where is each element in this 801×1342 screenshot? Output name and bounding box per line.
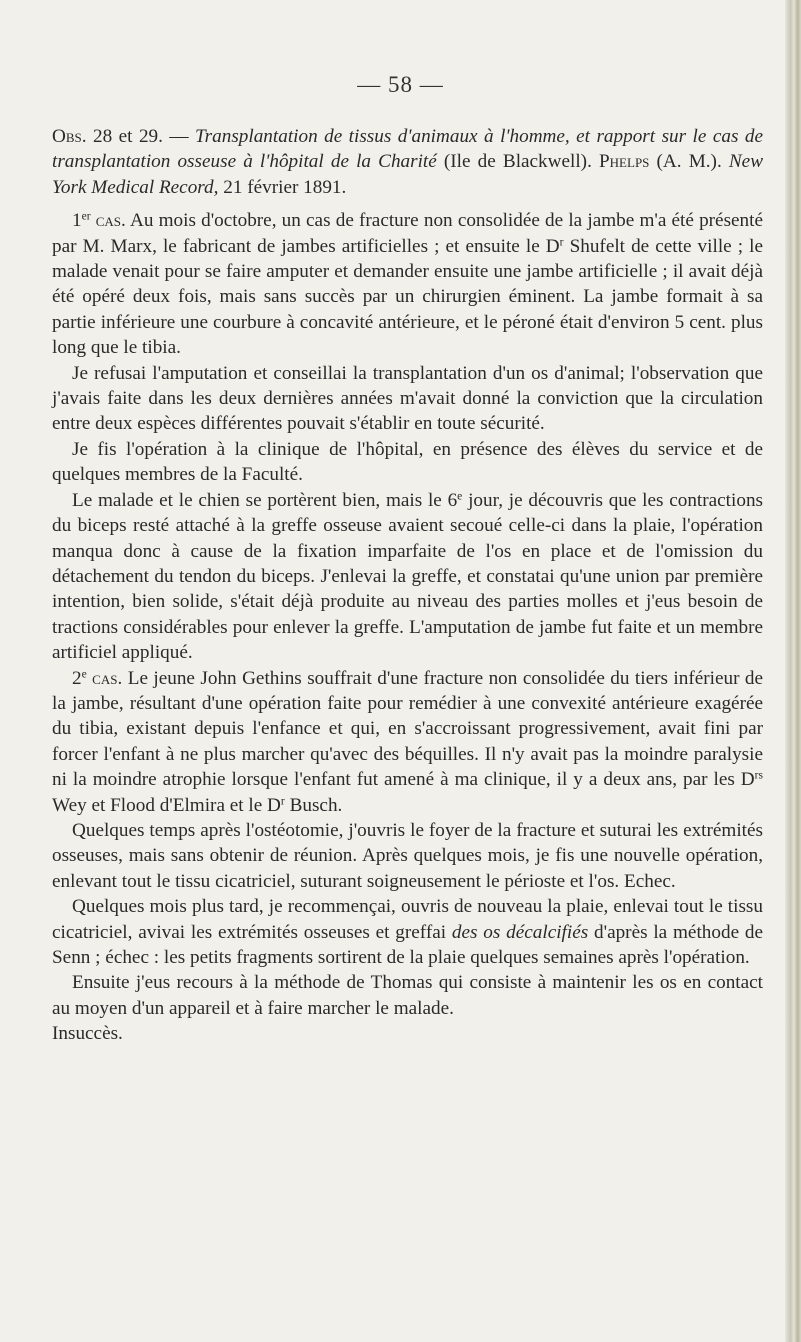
- case2-p1-sup2: r: [280, 795, 285, 808]
- case1-p4-a: Le malade et le chien se portèrent bien, mais le 6: [72, 489, 458, 511]
- case1-p4-b: jour, je découvris que les contractions du biceps resté attaché à la greffe osseuse avaient secoué celle-ci dans la plaie, l'opération manqua donc à cause de la fixation imparfaite de l'os en place et de l'omission du détachement du tendon du biceps. J'enlevai la greffe, et constatai qu'une union par première intention, bien solide, s'était déjà produite au niveau des parties molles et j'eus besoin de tractions considérables pour enlever la greffe. L'amputation de jambe fut faite et un membre artificiel appliqué.: [52, 489, 764, 664]
- obs-journal: New York Medical Record,: [52, 151, 763, 198]
- case2-paragraph-5: Insuccès.: [52, 1023, 123, 1045]
- case2-p1-b: Wey et Flood d'Elmira et le D: [52, 794, 281, 816]
- case2-label-word: cas.: [92, 667, 123, 689]
- case2-p1-c: Busch.: [289, 794, 343, 816]
- obs-author: Phelps: [599, 151, 650, 173]
- case2-paragraph-3: [52, 894, 763, 970]
- page-number: — 58 —: [357, 72, 444, 97]
- obs-prefix: Obs.: [52, 126, 87, 147]
- case2-p3-italic: des os décalcifiés: [451, 921, 589, 943]
- page-text: [52, 124, 763, 1047]
- obs-title: Transplantation de tissus d'animaux à l'homme, et rapport sur le cas de transplantation osseuse à l'hôpital de la Charité: [52, 126, 763, 173]
- case1-paragraph-3: Je fis l'opération à la clinique de l'hôpital, en présence des élèves du service et de quelques membres de la Faculté.: [52, 438, 763, 486]
- observation-heading: [52, 124, 763, 200]
- case1-label-sup: er: [81, 210, 91, 223]
- case2-p3-b: d'après la méthode de Senn ; échec : les petits fragments sortirent de la plaie quelques semaines après l'opération.: [52, 921, 763, 968]
- case1-label-number: 1: [72, 210, 82, 232]
- case1-paragraph-1: [52, 208, 763, 360]
- case2-label-sup: e: [81, 668, 87, 681]
- case1-p1-sup: r: [559, 236, 564, 249]
- case2-paragraph-2: Quelques temps après l'ostéotomie, j'ouvris le foyer de la fracture et suturai les extrémités osseuses, mais sans obtenir de réunion. Après quelques mois, je fis une nouvelle opération, enlevant tout le tissu cicatriciel, suturant soigneusement le périoste et l'os. Echec.: [52, 819, 763, 892]
- case2-label-number: 2: [72, 667, 82, 689]
- case2-p1-sup1: rs: [754, 769, 763, 782]
- page-edge-shadow: [785, 0, 801, 1342]
- obs-author-initials: (A. M.).: [656, 151, 722, 173]
- case1-p4-sup: e: [457, 490, 463, 503]
- case1-paragraph-4: [52, 488, 763, 666]
- case2-p1-a: Le jeune John Gethins souffrait d'une fracture non consolidée du tiers inférieur de la jambe, résultant d'une opération faite pour remédier à une convexité antérieure exagérée du tibia, existant depuis l'enfance et qui, en s'accroissant progressivement, avait fini par forcer l'enfant à ne plus marcher qu'avec des béquilles. Il n'y avait pas la moindre paralysie ni la moindre atrophie lorsque l'enfant fut amené à ma clinique, il y a deux ans, par les D: [52, 667, 764, 791]
- case1-p1-b: Shufelt de cette ville ; le malade venait pour se faire amputer et demander ensuite une jambe artificielle ; il avait déjà été opéré deux fois, mais sans succès par un chirurgien éminent. La jambe formait à sa partie inférieure une courbure à concavité antérieure, et le péroné était d'environ 5 cent. plus long que le tibia.: [52, 235, 763, 359]
- obs-date: 21 février 1891.: [223, 176, 347, 198]
- case2-p3-a: Quelques mois plus tard, je recommençai, ouvris de nouveau la plaie, enlevai tout le tissu cicatriciel, avivai les extrémités osseuses et greffai: [52, 896, 763, 943]
- case2-paragraph-1: [52, 666, 763, 818]
- case1-paragraph-2: Je refusai l'amputation et conseillai la transplantation d'un os d'animal; l'observation que j'avais faite dans les deux dernières années m'avait donné la conviction que la circulation entre deux espèces différentes pouvait s'établir en toute sécurité.: [52, 362, 763, 435]
- case2-label: [72, 668, 122, 689]
- obs-numbers: 28 et 29. —: [93, 126, 189, 147]
- case2-paragraph-4: Ensuite j'eus recours à la méthode de Thomas qui consiste à maintenir les os en contact au moyen d'un appareil et à faire marcher le malade.: [52, 972, 763, 1019]
- obs-location: (Ile de Blackwell).: [443, 151, 592, 173]
- case1-p1-a: Au mois d'octobre, un cas de fracture non consolidée de la jambe m'a été présenté par M. Marx, le fabricant de jambes artificielles ; et ensuite le D: [52, 210, 764, 257]
- case1-label-word: cas.: [95, 210, 126, 232]
- case1-label: [72, 210, 126, 231]
